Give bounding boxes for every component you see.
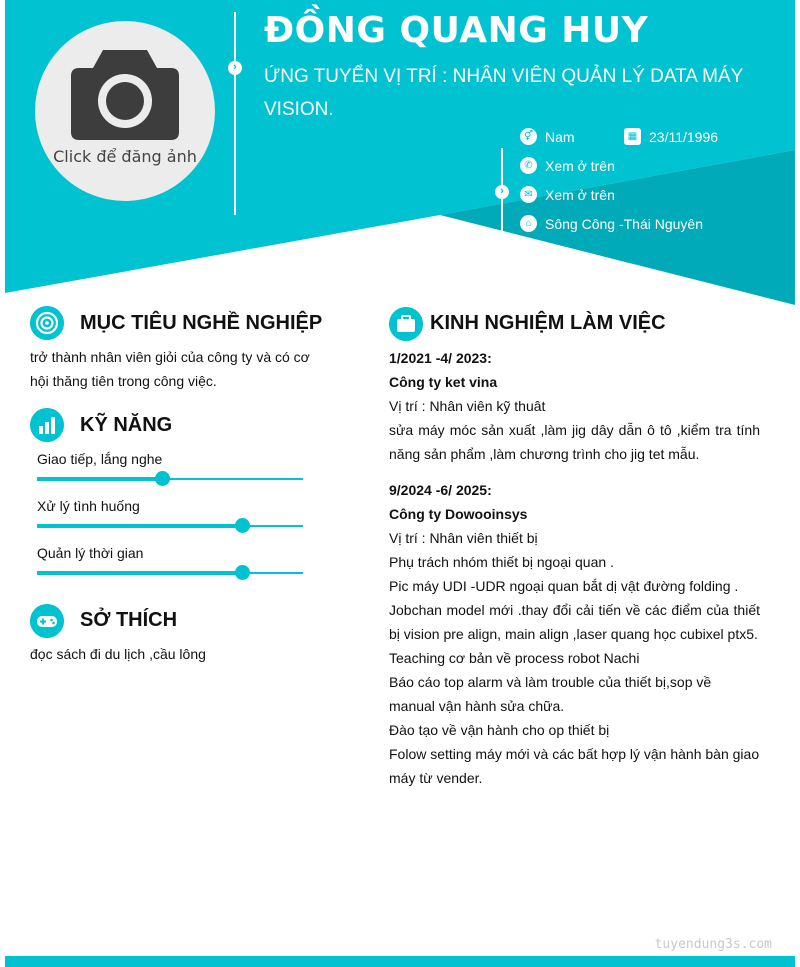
job-detail: Folow setting máy mới và các bất hợp lý vận hành bàn giao máy từ vender. (389, 746, 760, 786)
objective-title: MỤC TIÊU NGHỀ NGHIỆP (80, 312, 323, 334)
job-detail: Đào tạo về vận hành cho op thiết bị (389, 722, 610, 738)
job-role: Vị trí : Nhân viên kỹ thuât (389, 398, 546, 414)
briefcase-icon (389, 307, 423, 341)
skill-slider[interactable] (37, 478, 303, 480)
phone-icon: ✆ (520, 157, 537, 174)
job-detail: Teaching cơ bản về process robot Nachi (389, 650, 640, 666)
job-entry (389, 478, 760, 790)
photo-label: Click để đăng ảnh (53, 147, 197, 166)
birthday-value: 23/11/1996 (649, 128, 719, 145)
camera-icon (71, 46, 179, 140)
calendar-icon: ▦ (624, 128, 641, 145)
job-company: Công ty ket vina (389, 374, 498, 390)
job-detail: Jobchan model mới .thay đổi cải tiến về các điểm của thiết bị vision pre align, main align ,laser quang học cubixel ptx5. (389, 602, 760, 642)
address-row (520, 215, 703, 232)
info-divider-bullet-icon: › (495, 185, 509, 199)
skill-slider-knob[interactable] (235, 518, 250, 533)
photo-upload[interactable] (35, 21, 215, 201)
address-value: Sông Công -Thái Nguyên (545, 215, 703, 232)
skill-slider[interactable] (37, 572, 303, 574)
footer-bar (5, 956, 795, 967)
skill-level-fill (37, 571, 242, 575)
birthday-row (624, 128, 718, 145)
experience-title: KINH NGHIỆM LÀM VIỆC (430, 312, 666, 334)
job-role: Vị trí : Nhân viên thiết bị (389, 530, 538, 546)
email-value: Xem ở trên (545, 186, 615, 203)
job-detail: sửa máy móc sản xuất ,làm jig dây dẫn ô tô ,kiểm tra tính năng sản phẩm ,làm chương trình cho jig tet mẫu. (389, 422, 760, 462)
job-detail: Phụ trách nhóm thiết bị ngoại quan . (389, 554, 614, 570)
applied-position: ỨNG TUYỂN VỊ TRÍ : NHÂN VIÊN QUẢN LÝ DATA MÁY VISION. (264, 66, 744, 120)
divider-bullet-icon: › (228, 61, 242, 75)
gamepad-icon (30, 604, 64, 638)
watermark: tuyendung3s.com (654, 937, 772, 952)
job-period: 1/2021 -4/ 2023: (389, 350, 492, 366)
job-detail: Báo cáo top alarm và làm trouble của thiết bị,sop về manual vận hành sửa chữa. (389, 674, 712, 714)
candidate-name: ĐỒNG QUANG HUY (264, 10, 649, 51)
phone-row (520, 157, 615, 174)
gender-icon: ⚥ (520, 128, 537, 145)
skill-level-fill (37, 524, 242, 528)
gender-row (520, 128, 575, 145)
skill-slider[interactable] (37, 525, 303, 527)
phone-value: Xem ở trên (545, 157, 615, 174)
skill-slider-knob[interactable] (235, 565, 250, 580)
skill-slider-knob[interactable] (155, 471, 170, 486)
experience-list (389, 346, 760, 790)
target-icon (30, 306, 64, 340)
objective-text: trở thành nhân viên giỏi của công ty và có cơ hội thăng tiên trong công việc. (30, 349, 310, 389)
bar-chart-icon (30, 408, 64, 442)
email-icon: ✉ (520, 186, 537, 203)
hobbies-title: SỞ THÍCH (80, 609, 178, 631)
skill-label: Quản lý thời gian (37, 545, 144, 561)
hobbies-text: đọc sách đi du lịch ,cầu lông (30, 646, 206, 662)
job-detail: Pic máy UDI -UDR ngoại quan bắt dị vật đường folding . (389, 578, 739, 594)
divider-line (234, 12, 236, 215)
email-row (520, 186, 615, 203)
skill-level-fill (37, 477, 162, 481)
home-icon: ⌂ (520, 215, 537, 232)
job-entry (389, 346, 760, 466)
skill-label: Xử lý tình huống (37, 498, 140, 514)
job-period: 9/2024 -6/ 2025: (389, 482, 492, 498)
job-company: Công ty Dowooinsys (389, 506, 528, 522)
gender-value: Nam (545, 128, 575, 145)
skill-label: Giao tiếp, lắng nghe (37, 451, 163, 467)
skills-title: KỸ NĂNG (80, 414, 173, 436)
